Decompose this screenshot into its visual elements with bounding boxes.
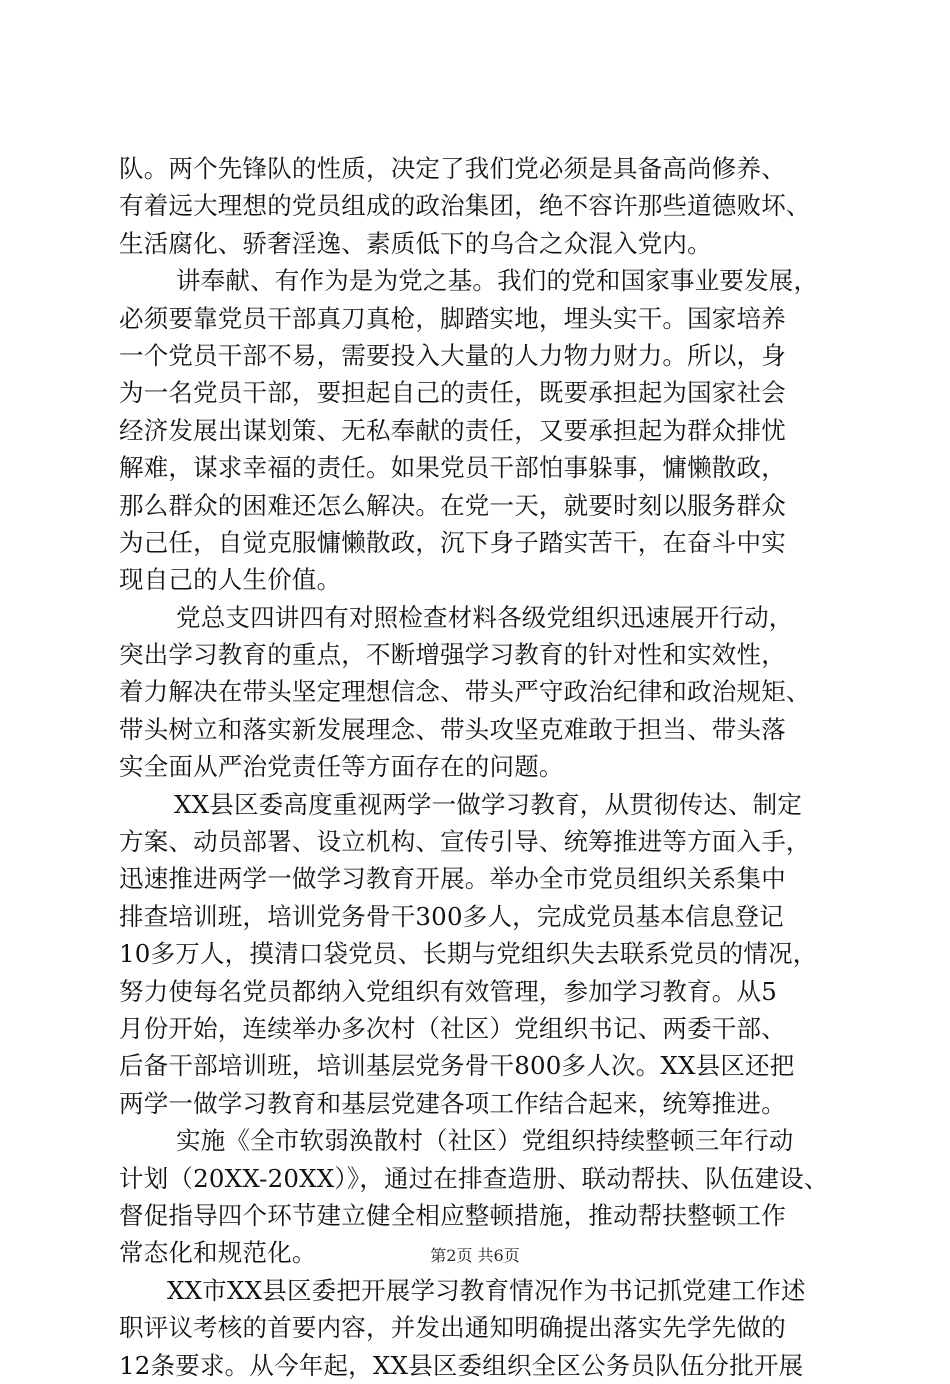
text-line: 排查培训班，培训党务骨干300多人，完成党员基本信息登记 [119, 901, 784, 931]
text-line: 有着远大理想的党员组成的政治集团，绝不容许那些道德败坏、 [119, 191, 811, 221]
page-number-footer: 第2页 共6页 [430, 1246, 520, 1265]
text-line: 方案、动员部署、设立机构、宣传引导、统筹推进等方面入手， [119, 827, 811, 857]
text-line: 督促指导四个环节建立健全相应整顿措施，推动帮扶整顿工作 [119, 1200, 786, 1230]
text-line: 生活腐化、骄奢淫逸、素质低下的乌合之众混入党内。 [119, 228, 712, 258]
text-line: 那么群众的困难还怎么解决。在党一天，就要时刻以服务群众 [119, 490, 786, 520]
text-line: 为一名党员干部，要担起自己的责任，既要承担起为国家社会 [119, 378, 786, 408]
text-line: 努力使每名党员都纳入党组织有效管理，参加学习教育。从5 [119, 976, 777, 1006]
paragraph-start-line: XX县区委高度重视两学一做学习教育，从贯彻传达、制定 [174, 789, 803, 819]
text-line: 10多万人，摸清口袋党员、长期与党组织失去联系党员的情况， [119, 939, 818, 969]
text-line: 突出学习教育的重点，不断增强学习教育的针对性和实效性， [119, 640, 786, 670]
text-line: 实全面从严治党责任等方面存在的问题。 [119, 752, 564, 782]
text-line: 职评议考核的首要内容，并发出通知明确提出落实先学先做的 [119, 1313, 786, 1343]
text-line: 两学一做学习教育和基层党建各项工作结合起来，统筹推进。 [119, 1088, 786, 1118]
paragraph-start-line: 实施《全市软弱涣散村（社区）党组织持续整顿三年行动 [176, 1126, 794, 1156]
text-line: 带头树立和落实新发展理念、带头攻坚克难敢于担当、带头落 [119, 714, 786, 744]
paragraph-start-line: XX市XX县区委把开展学习教育情况作为书记抓党建工作述 [167, 1275, 806, 1305]
text-line: 现自己的人生价值。 [119, 565, 342, 595]
paragraph-start-line: 党总支四讲四有对照检查材料各级党组织迅速展开行动， [176, 602, 794, 632]
text-line: 为己任，自觉克服慵懒散政，沉下身子踏实苦干，在奋斗中实 [119, 527, 786, 557]
text-line: 迅速推进两学一做学习教育开展。举办全市党员组织关系集中 [119, 864, 786, 894]
text-line: 必须要靠党员干部真刀真枪，脚踏实地，埋头实干。国家培养 [119, 303, 786, 333]
document-body [119, 150, 859, 1384]
text-line: 一个党员干部不易，需要投入大量的人力物力财力。所以，身 [119, 340, 786, 370]
text-line: 经济发展出谋划策、无私奉献的责任，又要承担起为群众排忧 [119, 415, 786, 445]
paragraph-start-line: 讲奉献、有作为是为党之基。我们的党和国家事业要发展， [176, 266, 819, 296]
text-line: 后备干部培训班，培训基层党务骨干800多人次。XX县区还把 [119, 1051, 795, 1081]
text-line: 解难，谋求幸福的责任。如果党员干部怕事躲事，慵懒散政， [119, 453, 786, 483]
text-line: 队。两个先锋队的性质，决定了我们党必须是具备高尚修养、 [119, 154, 786, 183]
text-line: 12条要求。从今年起，XX县区委组织全区公务员队伍分批开展 [119, 1350, 804, 1380]
text-line: 着力解决在带头坚定理想信念、带头严守政治纪律和政治规矩、 [119, 677, 811, 707]
text-line: 常态化和规范化。 [119, 1238, 317, 1268]
text-line: 计划（20XX-20XX）》，通过在排查造册、联动帮扶、队伍建设、 [119, 1163, 829, 1193]
text-line: 月份开始，连续举办多次村（社区）党组织书记、两委干部、 [119, 1013, 786, 1043]
